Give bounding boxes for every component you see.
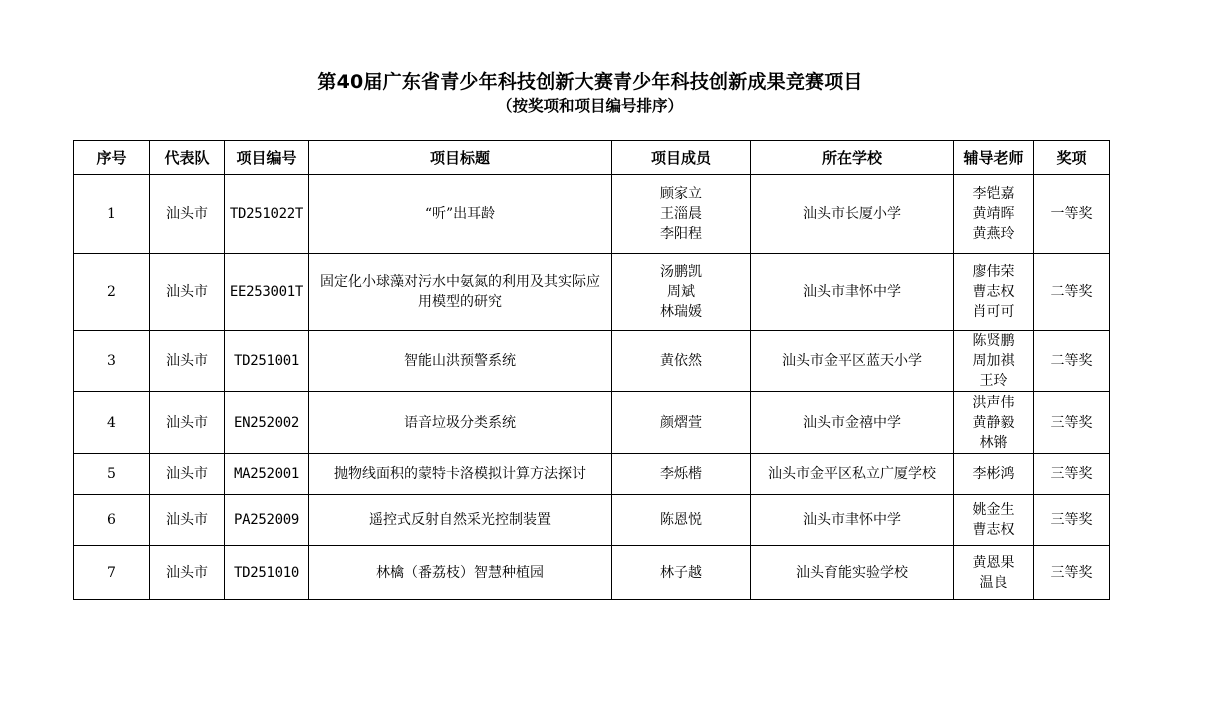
header-members: 项目成员 bbox=[612, 141, 751, 175]
advisor-name: 黄燕玲 bbox=[972, 226, 1015, 242]
member-name: 汤鹏凯 bbox=[660, 264, 702, 280]
advisor-name: 廖伟荣 bbox=[972, 264, 1015, 280]
awards-table bbox=[73, 140, 1110, 600]
header-advisors: 辅导老师 bbox=[954, 141, 1034, 175]
cell-team: 汕头市 bbox=[150, 495, 225, 546]
advisor-name: 曹志权 bbox=[972, 284, 1015, 300]
advisor-name: 周加祺 bbox=[972, 353, 1015, 369]
document-title: 第40届广东省青少年科技创新大赛青少年科技创新成果竞赛项目 bbox=[317, 71, 863, 93]
member-name: 周斌 bbox=[667, 284, 695, 300]
cell-team: 汕头市 bbox=[150, 175, 225, 254]
cell-team: 汕头市 bbox=[150, 254, 225, 331]
cell-award: 二等奖 bbox=[1034, 254, 1110, 331]
member-name: 李烁楷 bbox=[660, 466, 702, 482]
cell-members bbox=[612, 254, 751, 331]
cell-award: 三等奖 bbox=[1034, 454, 1110, 495]
advisor-name: 黄恩果 bbox=[972, 554, 1015, 571]
cell-code: PA252009 bbox=[225, 495, 309, 546]
cell-team: 汕头市 bbox=[150, 392, 225, 454]
cell-members bbox=[612, 175, 751, 254]
cell-advisors bbox=[954, 392, 1034, 454]
cell-index: 6 bbox=[74, 495, 150, 546]
cell-index: 5 bbox=[74, 454, 150, 495]
member-name: 顾家立 bbox=[660, 186, 702, 202]
member-name: 陈恩悦 bbox=[660, 512, 702, 528]
cell-school: 汕头市金平区蓝天小学 bbox=[751, 331, 954, 392]
cell-members bbox=[612, 546, 751, 600]
cell-school: 汕头市聿怀中学 bbox=[751, 495, 954, 546]
advisor-name: 姚金生 bbox=[972, 502, 1015, 518]
member-name: 林子越 bbox=[660, 564, 702, 581]
cell-index: 4 bbox=[74, 392, 150, 454]
cell-advisors bbox=[954, 254, 1034, 331]
member-name: 林瑞媛 bbox=[660, 304, 702, 320]
table-row bbox=[74, 254, 1110, 331]
table-row bbox=[74, 331, 1110, 392]
cell-index: 3 bbox=[74, 331, 150, 392]
cell-members bbox=[612, 331, 751, 392]
cell-members bbox=[612, 392, 751, 454]
advisor-name: 林锵 bbox=[979, 434, 1008, 451]
cell-title: 遥控式反射自然采光控制装置 bbox=[309, 495, 612, 546]
member-name: 李阳程 bbox=[660, 226, 702, 242]
cell-school: 汕头市金平区私立广厦学校 bbox=[751, 454, 954, 495]
cell-code: TD251022T bbox=[225, 175, 309, 254]
cell-title: 林檎（番荔枝）智慧种植园 bbox=[309, 546, 612, 600]
cell-school: 汕头育能实验学校 bbox=[751, 546, 954, 600]
cell-school: 汕头市长厦小学 bbox=[751, 175, 954, 254]
table-row bbox=[74, 546, 1110, 600]
cell-team: 汕头市 bbox=[150, 454, 225, 495]
cell-index: 2 bbox=[74, 254, 150, 331]
cell-advisors bbox=[954, 331, 1034, 392]
table-row bbox=[74, 175, 1110, 254]
header-code: 项目编号 bbox=[225, 141, 309, 175]
header-team: 代表队 bbox=[150, 141, 225, 175]
advisor-name: 李铠嘉 bbox=[972, 186, 1015, 202]
header-award: 奖项 bbox=[1034, 141, 1110, 175]
cell-award: 二等奖 bbox=[1034, 331, 1110, 392]
cell-award: 三等奖 bbox=[1034, 392, 1110, 454]
header-index: 序号 bbox=[74, 141, 150, 175]
cell-advisors bbox=[954, 546, 1034, 600]
cell-members bbox=[612, 495, 751, 546]
member-name: 颜熠萱 bbox=[660, 414, 702, 431]
advisor-name: 陈贤鹏 bbox=[972, 333, 1015, 349]
cell-code: MA252001 bbox=[225, 454, 309, 495]
member-name: 王淄晨 bbox=[660, 206, 702, 222]
cell-award: 三等奖 bbox=[1034, 495, 1110, 546]
advisor-name: 肖可可 bbox=[972, 304, 1015, 320]
table-header-row bbox=[74, 141, 1110, 175]
cell-index: 1 bbox=[74, 175, 150, 254]
cell-code: EN252002 bbox=[225, 392, 309, 454]
advisor-name: 李彬鸿 bbox=[972, 466, 1015, 482]
cell-school: 汕头市聿怀中学 bbox=[751, 254, 954, 331]
cell-index: 7 bbox=[74, 546, 150, 600]
advisor-name: 王玲 bbox=[979, 373, 1008, 389]
cell-title: 智能山洪预警系统 bbox=[309, 331, 612, 392]
cell-code: TD251001 bbox=[225, 331, 309, 392]
advisor-name: 黄静毅 bbox=[972, 414, 1015, 431]
cell-award: 一等奖 bbox=[1034, 175, 1110, 254]
table-row bbox=[74, 392, 1110, 454]
cell-code: EE253001T bbox=[225, 254, 309, 331]
member-name: 黄依然 bbox=[660, 353, 702, 369]
table-row bbox=[74, 495, 1110, 546]
cell-title: “听”出耳龄 bbox=[309, 175, 612, 254]
table-row bbox=[74, 454, 1110, 495]
cell-code: TD251010 bbox=[225, 546, 309, 600]
header-school: 所在学校 bbox=[751, 141, 954, 175]
cell-team: 汕头市 bbox=[150, 331, 225, 392]
advisor-name: 温良 bbox=[979, 574, 1008, 591]
advisor-name: 洪声伟 bbox=[972, 394, 1015, 411]
cell-title: 语音垃圾分类系统 bbox=[309, 392, 612, 454]
cell-school: 汕头市金禧中学 bbox=[751, 392, 954, 454]
cell-title: 抛物线面积的蒙特卡洛模拟计算方法探讨 bbox=[309, 454, 612, 495]
cell-advisors bbox=[954, 495, 1034, 546]
cell-advisors bbox=[954, 175, 1034, 254]
cell-team: 汕头市 bbox=[150, 546, 225, 600]
cell-award: 三等奖 bbox=[1034, 546, 1110, 600]
advisor-name: 黄靖晖 bbox=[972, 206, 1015, 222]
header-title: 项目标题 bbox=[309, 141, 612, 175]
cell-title: 固定化小球藻对污水中氨氮的利用及其实际应用模型的研究 bbox=[309, 254, 612, 331]
advisor-name: 曹志权 bbox=[972, 522, 1015, 538]
cell-advisors bbox=[954, 454, 1034, 495]
cell-members bbox=[612, 454, 751, 495]
document-subtitle: （按奖项和项目编号排序） bbox=[496, 97, 683, 115]
